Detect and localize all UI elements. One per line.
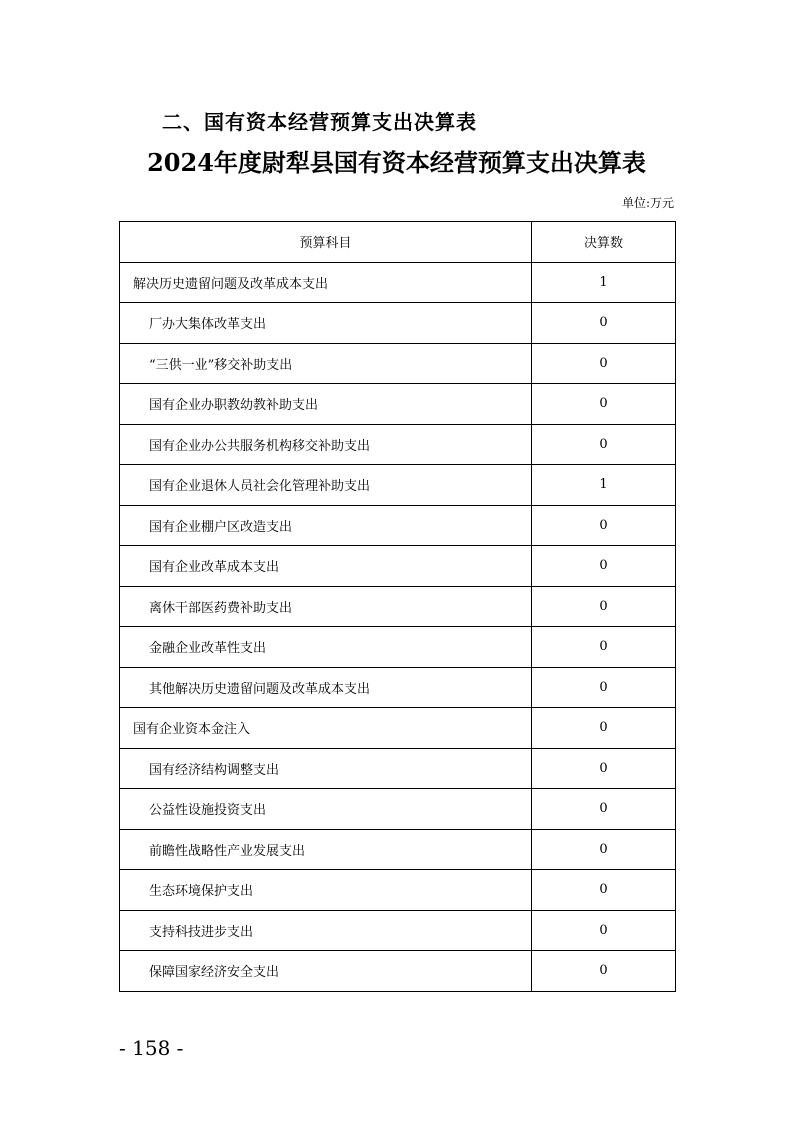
table-row <box>120 829 676 870</box>
final-amount-cell: 1 <box>532 465 676 506</box>
budget-item-cell: 国有企业退休人员社会化管理补助支出 <box>120 465 532 506</box>
budget-item-cell: 厂办大集体改革支出 <box>120 303 532 344</box>
final-amount-cell: 0 <box>532 667 676 708</box>
table-row <box>120 748 676 789</box>
budget-item-cell: 解决历史遗留问题及改革成本支出 <box>120 262 532 303</box>
table-row <box>120 262 676 303</box>
final-amount-cell: 0 <box>532 951 676 992</box>
final-amount-cell: 1 <box>532 262 676 303</box>
budget-table <box>119 221 676 992</box>
final-amount-cell: 0 <box>532 829 676 870</box>
final-amount-cell: 0 <box>532 384 676 425</box>
budget-item-cell: 公益性设施投资支出 <box>120 789 532 830</box>
final-amount-cell: 0 <box>532 748 676 789</box>
table-row <box>120 465 676 506</box>
table-row <box>120 951 676 992</box>
table-row <box>120 586 676 627</box>
unit-label: 单位:万元 <box>621 196 674 210</box>
table-row <box>120 384 676 425</box>
final-amount-cell: 0 <box>532 303 676 344</box>
budget-item-cell: 支持科技进步支出 <box>120 910 532 951</box>
section-heading: 二、国有资本经营预算支出决算表 <box>162 110 477 134</box>
table-row <box>120 303 676 344</box>
page-number: - 158 - <box>119 1036 184 1060</box>
table-row <box>120 627 676 668</box>
table-header-row <box>120 222 676 263</box>
page-title: 2024年度尉犁县国有资本经营预算支出决算表 <box>147 148 646 177</box>
budget-item-cell: 生态环境保护支出 <box>120 870 532 911</box>
final-amount-cell: 0 <box>532 424 676 465</box>
table-row <box>120 343 676 384</box>
budget-item-cell: 国有企业办职教幼教补助支出 <box>120 384 532 425</box>
table-row <box>120 505 676 546</box>
final-amount-cell: 0 <box>532 910 676 951</box>
table-row <box>120 870 676 911</box>
final-amount-cell: 0 <box>532 627 676 668</box>
final-amount-cell: 0 <box>532 546 676 587</box>
header-final-amount: 决算数 <box>532 222 676 263</box>
table-row <box>120 708 676 749</box>
final-amount-cell: 0 <box>532 586 676 627</box>
budget-item-cell: “三供一业”移交补助支出 <box>120 343 532 384</box>
budget-item-cell: 国有企业办公共服务机构移交补助支出 <box>120 424 532 465</box>
budget-item-cell: 离休干部医药费补助支出 <box>120 586 532 627</box>
table-body <box>120 262 676 991</box>
table-row <box>120 546 676 587</box>
budget-item-cell: 国有企业改革成本支出 <box>120 546 532 587</box>
final-amount-cell: 0 <box>532 789 676 830</box>
budget-item-cell: 国有企业资本金注入 <box>120 708 532 749</box>
table-row <box>120 910 676 951</box>
table-row <box>120 424 676 465</box>
table-row <box>120 667 676 708</box>
header-budget-item: 预算科目 <box>120 222 532 263</box>
budget-item-cell: 前瞻性战略性产业发展支出 <box>120 829 532 870</box>
final-amount-cell: 0 <box>532 343 676 384</box>
budget-item-cell: 金融企业改革性支出 <box>120 627 532 668</box>
budget-item-cell: 国有企业棚户区改造支出 <box>120 505 532 546</box>
final-amount-cell: 0 <box>532 870 676 911</box>
budget-item-cell: 国有经济结构调整支出 <box>120 748 532 789</box>
final-amount-cell: 0 <box>532 505 676 546</box>
final-amount-cell: 0 <box>532 708 676 749</box>
table-row <box>120 789 676 830</box>
budget-item-cell: 其他解决历史遗留问题及改革成本支出 <box>120 667 532 708</box>
budget-item-cell: 保障国家经济安全支出 <box>120 951 532 992</box>
